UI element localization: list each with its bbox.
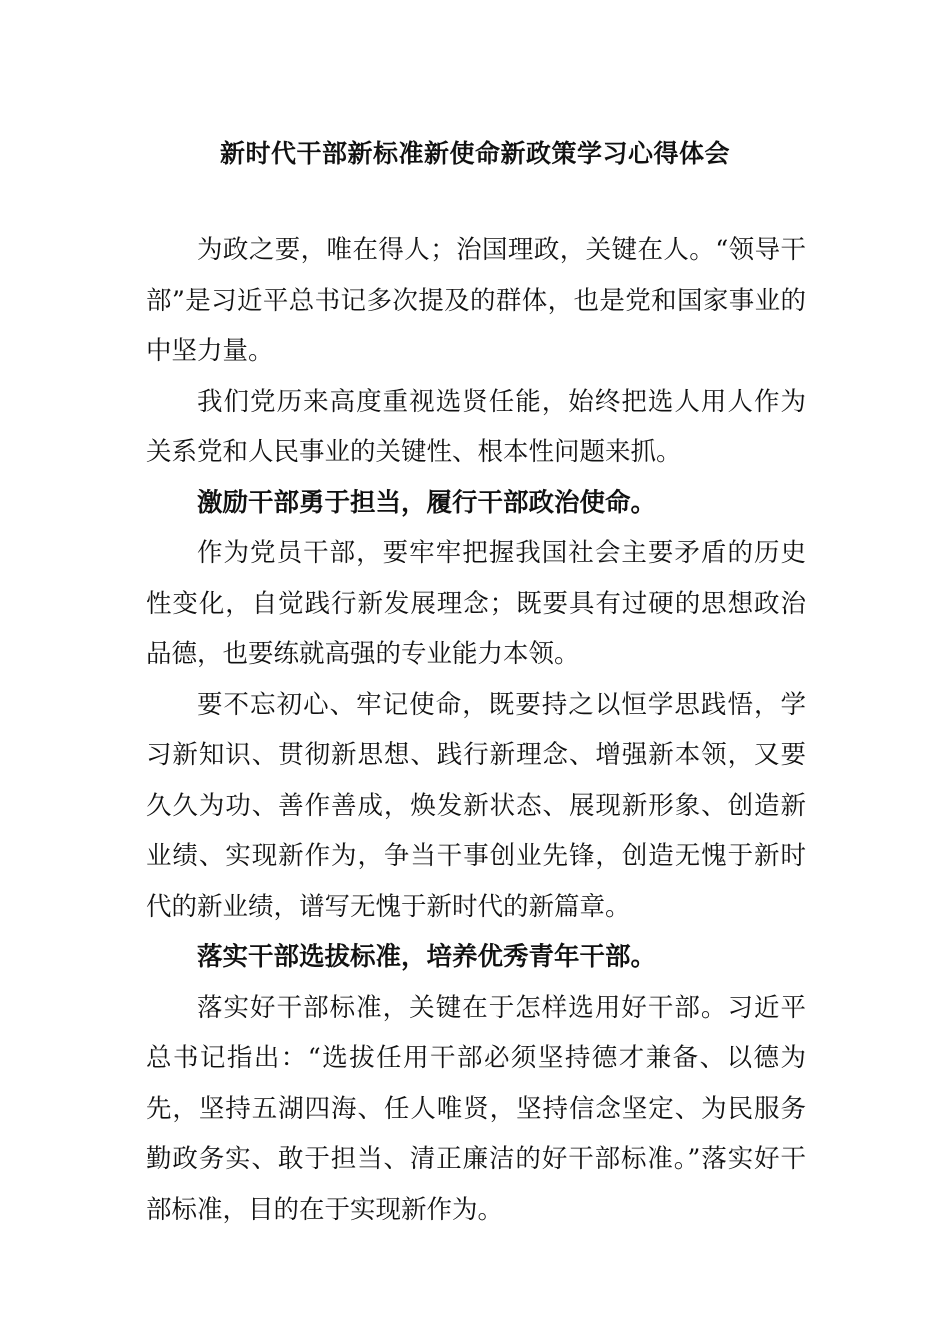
body-paragraph: 要不忘初心、牢记使命，既要持之以恒学思践悟，学习新知识、贯彻新思想、践行新理念、增强新本领，又要久久为功、善作善成，焕发新状态、展现新形象、创造新业绩、实现新作为，争当干事创业先锋，创造无愧于新时代的新业绩，谱写无愧于新时代的新篇章。	[146, 689, 806, 922]
section-heading: 落实干部选拔标准，培养优秀青年干部。	[197, 942, 657, 972]
section-heading: 激励干部勇于担当，履行干部政治使命。	[197, 487, 657, 518]
body-paragraph: 为政之要，唯在得人；治国理政，关键在人。“领导干部”是习近平总书记多次提及的群体，也是党和国家事业的中坚力量。	[146, 235, 806, 366]
body-paragraph: 我们党历来高度重视选贤任能，始终把选人用人作为关系党和人民事业的关键性、根本性问题来抓。	[146, 386, 806, 467]
body-paragraph: 作为党员干部，要牢牢把握我国社会主要矛盾的历史性变化，自觉践行新发展理念；既要具有过硬的思想政治品德，也要练就高强的专业能力本领。	[146, 538, 806, 669]
document-body	[146, 225, 806, 1235]
body-paragraph: 落实好干部标准，关键在于怎样选用好干部。习近平总书记指出：“选拔任用干部必须坚持德才兼备、以德为先，坚持五湖四海、任人唯贤，坚持信念坚定、为民服务勤政务实、敢于担当、清正廉洁的好干部标准。”落实好干部标准，目的在于实现新作为。	[146, 992, 806, 1225]
document-title: 新时代干部新标准新使命新政策学习心得体会	[219, 139, 730, 168]
